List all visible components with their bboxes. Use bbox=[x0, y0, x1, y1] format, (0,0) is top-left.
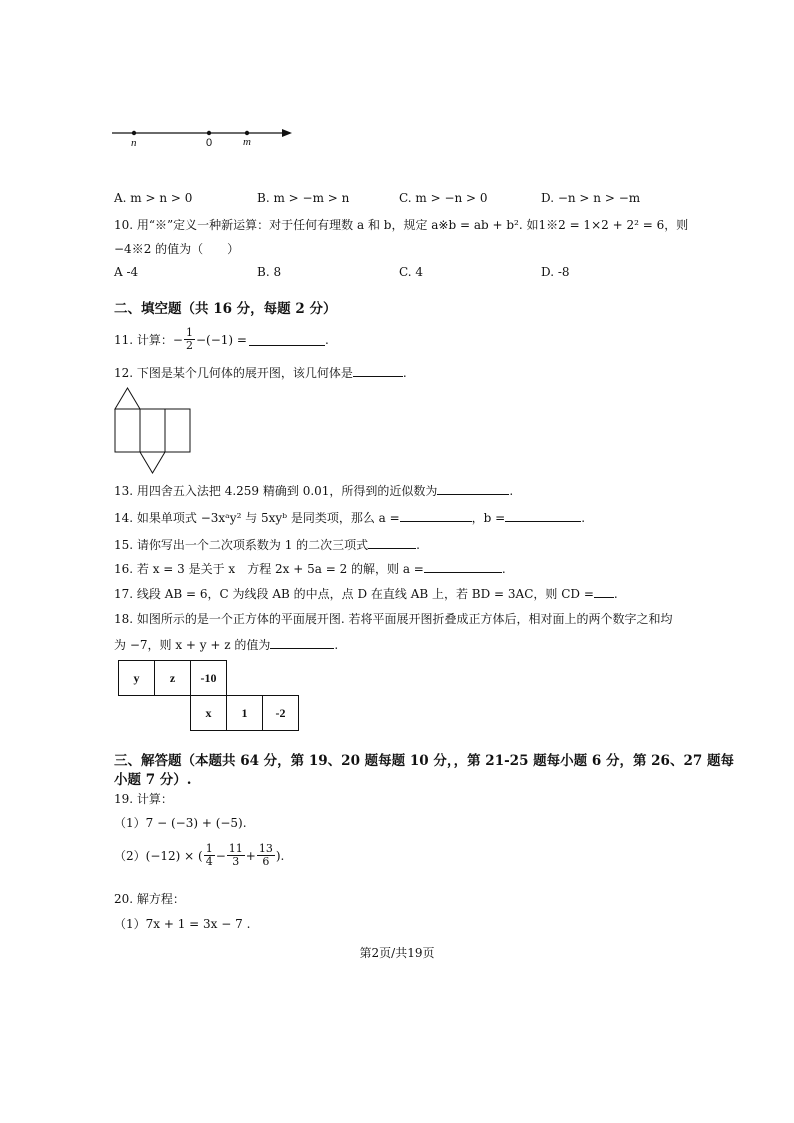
q9-option-d: D. −n > n > −m bbox=[541, 191, 641, 205]
net-triangle-bottom bbox=[140, 452, 165, 473]
q15-end: . bbox=[416, 538, 420, 552]
q20-part1: （1）7x + 1 = 3x − 7 . bbox=[114, 917, 251, 931]
q9-option-b: B. m > −m > n bbox=[257, 191, 350, 205]
q13-answer-blank[interactable] bbox=[437, 482, 509, 495]
q18-answer-blank[interactable] bbox=[270, 636, 334, 649]
q14 bbox=[114, 509, 585, 526]
q16-text: 16. 若 x = 3 是关于 x 方程 2x + 5a = 2 的解，则 a = bbox=[114, 562, 424, 576]
cube-cell-empty-4 bbox=[155, 696, 191, 731]
net-face-3 bbox=[165, 409, 190, 452]
q11-frac-den: 2 bbox=[185, 339, 193, 352]
number-line-figure bbox=[110, 124, 300, 152]
q17-end: . bbox=[613, 587, 618, 601]
cube-cell-x: x bbox=[191, 696, 227, 731]
prism-net-figure bbox=[112, 386, 194, 476]
q12-end: . bbox=[402, 366, 407, 380]
q19-frac-3-num: 13 bbox=[258, 842, 273, 855]
cube-net-row-2 bbox=[119, 696, 299, 731]
q19-p2-prefix: （2）(−12) × ( bbox=[114, 848, 203, 863]
q19-p2-plus: + bbox=[245, 848, 256, 863]
q16 bbox=[114, 560, 506, 577]
q9-option-c: C. m > −n > 0 bbox=[399, 191, 488, 205]
q19-frac-2-num: 11 bbox=[228, 842, 243, 855]
q19-frac-1 bbox=[204, 843, 215, 868]
q19-frac-1-den: 4 bbox=[205, 855, 213, 868]
number-line-arrow bbox=[282, 129, 292, 137]
q10-option-c: C. 4 bbox=[399, 265, 424, 279]
q19-frac-2 bbox=[227, 843, 245, 868]
q15-text: 15. 请你写出一个二次项系数为 1 的二次三项式 bbox=[114, 538, 369, 552]
q10-option-d: D. -8 bbox=[541, 265, 570, 279]
q11-frac-num: 1 bbox=[185, 326, 193, 339]
q13-text: 13. 用四舍五入法把 4.259 精确到 0.01，所得到的近似数为 bbox=[114, 484, 438, 498]
q11-end: . bbox=[324, 332, 329, 347]
section3-title-line1: 三、解答题（本题共 64 分，第 19、20 题每题 10 分，，第 21-25 题每小题 6 分，第 26、27 题每 bbox=[114, 753, 734, 769]
cube-cell-y: y bbox=[119, 661, 155, 696]
q12-text: 12. 下图是某个几何体的展开图，该几何体是 bbox=[114, 366, 353, 380]
cube-cell-neg10: -10 bbox=[191, 661, 227, 696]
q10-line1: 10. 用“※”定义一种新运算：对于任何有理数 a 和 b，规定 a※b = ab + b². 如1※2 = 1×2 + 2² = 6，则 bbox=[114, 218, 689, 232]
q13-end: . bbox=[509, 484, 514, 498]
cube-cell-z: z bbox=[155, 661, 191, 696]
q14-answer-blank-b[interactable] bbox=[505, 509, 581, 522]
label-n: n bbox=[131, 137, 137, 149]
q13 bbox=[114, 482, 513, 499]
q12 bbox=[114, 364, 407, 381]
cube-net-table bbox=[118, 660, 299, 731]
q11-minus: − bbox=[172, 332, 183, 347]
q18-line2 bbox=[114, 636, 338, 653]
q20-title: 20. 解方程： bbox=[114, 892, 185, 906]
cube-cell-empty-2 bbox=[263, 661, 299, 696]
q17 bbox=[114, 585, 618, 602]
q18-line2-text: 为 −7，则 x + y + z 的值为 bbox=[114, 638, 271, 652]
net-face-2 bbox=[140, 409, 165, 452]
q18-line1: 18. 如图所示的是一个正方体的平面展开图. 若将平面展开图折叠成正方体后，相对面上的两个数字之和均 bbox=[114, 612, 673, 626]
q15-answer-blank[interactable] bbox=[368, 536, 416, 549]
q19-title: 19. 计算： bbox=[114, 792, 173, 806]
cube-net-row-1 bbox=[119, 661, 299, 696]
label-m: m bbox=[243, 136, 251, 148]
q11-rest: −(−1) = bbox=[195, 332, 247, 347]
section2-title: 二、填空题（共 16 分，每题 2 分） bbox=[114, 301, 337, 317]
q19-p2-minus: − bbox=[215, 848, 226, 863]
q19-p2-suffix: ). bbox=[275, 848, 285, 863]
q19-frac-3 bbox=[257, 843, 275, 868]
q12-answer-blank[interactable] bbox=[353, 364, 403, 377]
q11-answer-blank[interactable] bbox=[249, 333, 325, 346]
q10-line2: −4※2 的值为（ ） bbox=[114, 242, 240, 256]
q14-b-label: ，b = bbox=[471, 511, 506, 525]
q16-end: . bbox=[501, 562, 506, 576]
q11-prefix: 11. 计算： bbox=[114, 332, 173, 347]
q19-part1: （1）7 − (−3) + (−5). bbox=[114, 816, 247, 830]
cube-cell-neg2: -2 bbox=[263, 696, 299, 731]
point-zero bbox=[207, 131, 211, 135]
q19-frac-3-den: 6 bbox=[262, 855, 270, 868]
q17-text: 17. 线段 AB = 6，C 为线段 AB 的中点，点 D 在直线 AB 上，若 BD = 3AC，则 CD = bbox=[114, 587, 594, 601]
q10-option-a: A -4 bbox=[114, 265, 139, 279]
q14-end: . bbox=[581, 511, 586, 525]
q18-end: . bbox=[334, 638, 339, 652]
q11-fraction bbox=[184, 327, 195, 352]
q19-frac-1-num: 1 bbox=[205, 842, 213, 855]
q19-part2 bbox=[114, 843, 284, 868]
cube-cell-empty-1 bbox=[227, 661, 263, 696]
q15 bbox=[114, 536, 420, 553]
q19-frac-2-den: 3 bbox=[232, 855, 240, 868]
q14-answer-blank-a[interactable] bbox=[400, 509, 472, 522]
q14-text: 14. 如果单项式 −3xᵃy² 与 5xyᵇ 是同类项，那么 a = bbox=[114, 511, 400, 525]
net-triangle-top bbox=[115, 388, 140, 409]
label-zero: 0 bbox=[206, 137, 213, 149]
cube-cell-empty-3 bbox=[119, 696, 155, 731]
q16-answer-blank[interactable] bbox=[424, 560, 502, 573]
page-footer: 第2页/共19页 bbox=[359, 946, 435, 960]
point-m bbox=[245, 131, 249, 135]
section3-title-line2: 小题 7 分）. bbox=[114, 772, 192, 788]
net-face-1 bbox=[115, 409, 140, 452]
point-n bbox=[132, 131, 136, 135]
q9-option-a: A. m > n > 0 bbox=[114, 191, 193, 205]
q17-answer-blank[interactable] bbox=[594, 585, 614, 598]
q11 bbox=[114, 327, 329, 352]
cube-cell-1: 1 bbox=[227, 696, 263, 731]
q10-option-b: B. 8 bbox=[257, 265, 282, 279]
